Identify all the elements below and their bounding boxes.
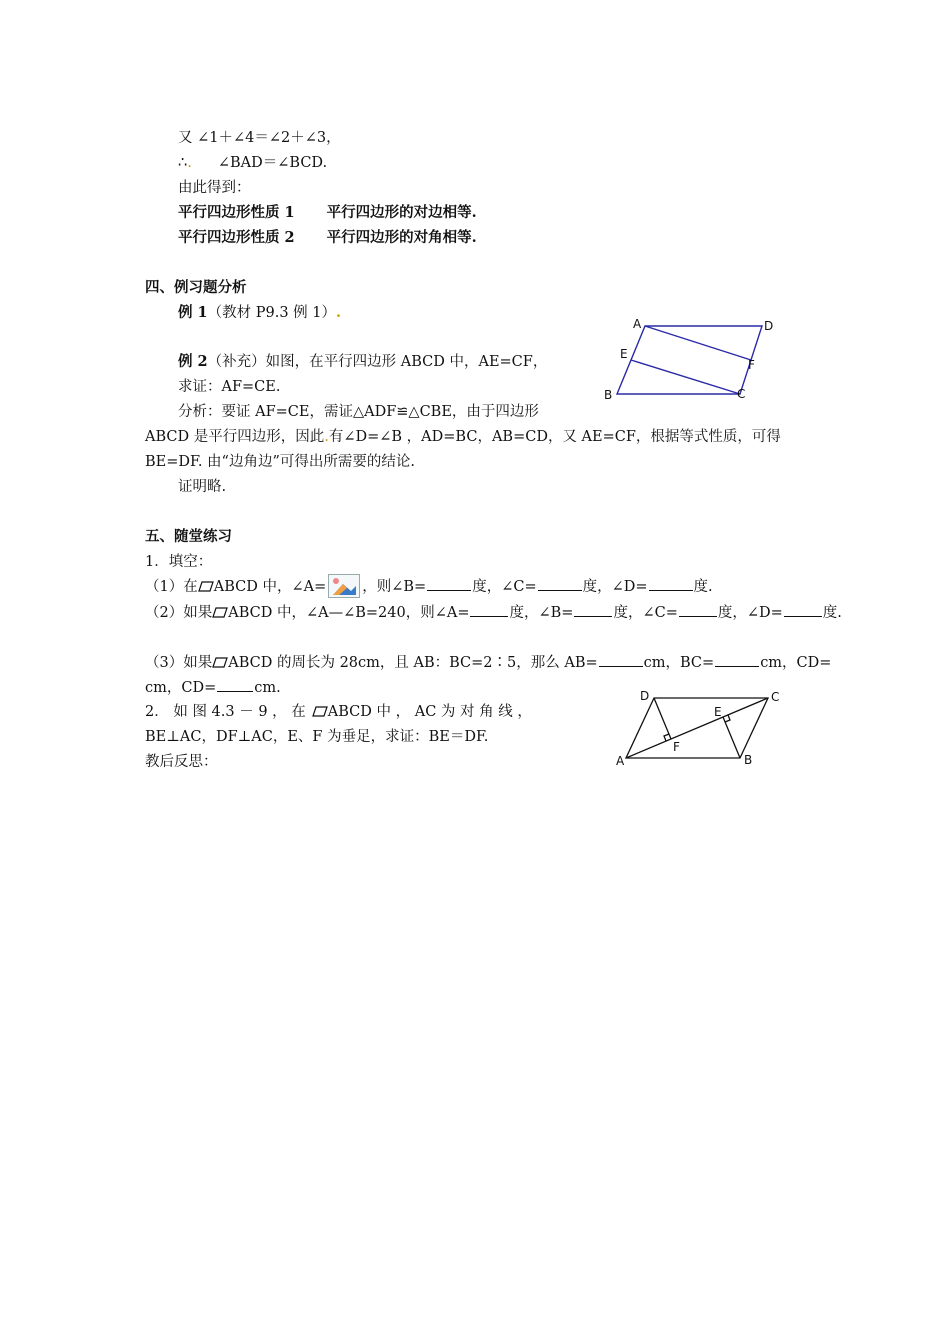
proof-line-1: 又 ∠1＋∠4＝∠2＋∠3，	[178, 130, 341, 146]
analysis-line-1: 分析：要证 AF=CE，需证△ADF≌△CBE，由于四边形	[178, 404, 539, 420]
broken-image-icon	[328, 574, 360, 598]
parallelogram-abcd	[617, 326, 762, 394]
q1-2-b-label: 度，∠B=	[509, 605, 574, 621]
q2-text: ABCD 中 ， AC 为 对 角 线 ，	[327, 704, 532, 720]
blank-bc[interactable]	[715, 652, 759, 667]
q1-2-suffix: 度.	[822, 605, 842, 621]
segment-be	[723, 717, 740, 758]
segment-ec	[631, 360, 740, 394]
label-c: C	[737, 387, 746, 401]
format-dot: .	[187, 155, 192, 171]
label-a: A	[633, 317, 642, 331]
blank-ab[interactable]	[599, 652, 643, 667]
diagonal-ac	[626, 698, 768, 758]
segment-af	[645, 326, 751, 360]
proof-line-3: 由此得到：	[178, 180, 251, 196]
parallelogram-symbol-icon	[198, 581, 214, 592]
analysis-line-2a: ABCD 是平行四边形，因此	[145, 429, 325, 445]
q1-2-prefix: （2）如果	[145, 605, 213, 621]
property-1-text: 平行四边形的对边相等.	[326, 204, 477, 221]
q1-3-bc-label: cm，BC=	[643, 655, 715, 671]
proof-line-2	[178, 153, 327, 173]
example-2	[178, 352, 547, 372]
label-b: B	[604, 388, 613, 402]
example-2-label: 例 2	[178, 353, 208, 370]
parallelogram-figure-question-2	[610, 686, 792, 770]
q1-3-cd-label-2: cm，CD=	[145, 680, 217, 696]
example-2-text: （补充）如图，在平行四边形 ABCD 中，AE=CF，	[207, 354, 548, 370]
section-4-heading: 四、例习题分析	[145, 279, 247, 296]
label-a: A	[616, 754, 625, 768]
question-1-title: 1．填空：	[145, 554, 213, 570]
proof-omitted: 证明略.	[178, 479, 227, 495]
q1-3-suffix: cm.	[254, 680, 281, 696]
example-2-prove: 求证：AF=CE.	[178, 379, 281, 395]
q1-3-text: ABCD 的周长为 28cm，且 AB：BC=2∶5，那么 AB=	[228, 655, 598, 671]
q1-3-prefix: （3）如果	[145, 655, 213, 671]
example-1-text: （教材 P9.3 例 1）	[207, 305, 337, 321]
q1-2-c-label: 度，∠C=	[613, 605, 678, 621]
label-e: E	[620, 347, 628, 361]
blank-angle-d[interactable]	[649, 576, 693, 591]
blank-angle-b[interactable]	[574, 602, 612, 617]
blank-angle-c[interactable]	[538, 576, 582, 591]
format-dot: .	[324, 429, 329, 445]
property-1	[178, 203, 477, 223]
analysis-line-2b: 有∠D=∠B ，AD=BC，AB=CD，又 AE=CF，根据等式性质，可得	[328, 429, 781, 445]
question-2-cont: BE⊥AC，DF⊥AC，E、F 为垂足，求证：BE＝DF.	[145, 729, 489, 745]
q1-1-prefix: （1）在	[145, 579, 198, 595]
property-2	[178, 228, 477, 248]
blank-angle-a[interactable]	[470, 602, 508, 617]
example-1	[178, 303, 341, 323]
question-1-2	[145, 602, 842, 623]
q1-1-d-label: 度，∠D=	[582, 579, 648, 595]
q1-2-d-label: 度，∠D=	[717, 605, 783, 621]
q1-1-b-label: ，则∠B=	[362, 579, 427, 595]
label-d: D	[764, 319, 774, 333]
q1-2-text: ABCD 中，∠A—∠B=240，则∠A=	[228, 605, 470, 621]
q1-3-cd-label: cm，CD=	[760, 655, 832, 671]
property-2-text: 平行四边形的对角相等.	[326, 229, 477, 246]
q1-1-suffix: 度.	[693, 579, 713, 595]
property-1-name: 平行四边形性质 1	[178, 204, 295, 221]
segment-df	[654, 698, 671, 739]
parallelogram-symbol-icon	[212, 657, 228, 668]
question-1-3	[145, 652, 831, 673]
property-2-name: 平行四边形性质 2	[178, 229, 295, 246]
blank-angle-c[interactable]	[679, 602, 717, 617]
analysis-line-3: BE=DF. 由“边角边”可得出所需要的结论.	[145, 454, 415, 470]
teaching-reflection: 教后反思：	[145, 754, 218, 770]
label-f: F	[748, 358, 755, 372]
label-f: F	[673, 740, 680, 754]
format-dot: .	[336, 304, 342, 321]
proof-conclusion: ∠BAD＝∠BCD.	[217, 155, 328, 171]
parallelogram-figure-example-2	[600, 312, 790, 404]
question-1-1	[145, 574, 713, 598]
label-b: B	[744, 753, 753, 767]
q1-1-c-label: 度，∠C=	[472, 579, 537, 595]
section-5-heading: 五、随堂练习	[145, 528, 232, 545]
label-e: E	[714, 705, 722, 719]
parallelogram-symbol-icon	[312, 706, 328, 717]
parallelogram-symbol-icon	[212, 607, 228, 618]
label-c: C	[771, 690, 780, 704]
blank-cd[interactable]	[217, 677, 253, 692]
blank-angle-b[interactable]	[427, 576, 471, 591]
label-d: D	[640, 689, 650, 703]
question-1-3-cont	[145, 677, 281, 698]
therefore-symbol: ∴	[178, 155, 188, 171]
analysis-line-2	[145, 427, 781, 447]
q1-1-text: ABCD 中，∠A=	[213, 579, 327, 595]
example-1-label: 例 1	[178, 304, 208, 321]
blank-angle-d[interactable]	[784, 602, 822, 617]
question-2	[145, 702, 532, 722]
q2-prefix: 2． 如 图 4.3 － 9 ， 在	[145, 704, 306, 720]
